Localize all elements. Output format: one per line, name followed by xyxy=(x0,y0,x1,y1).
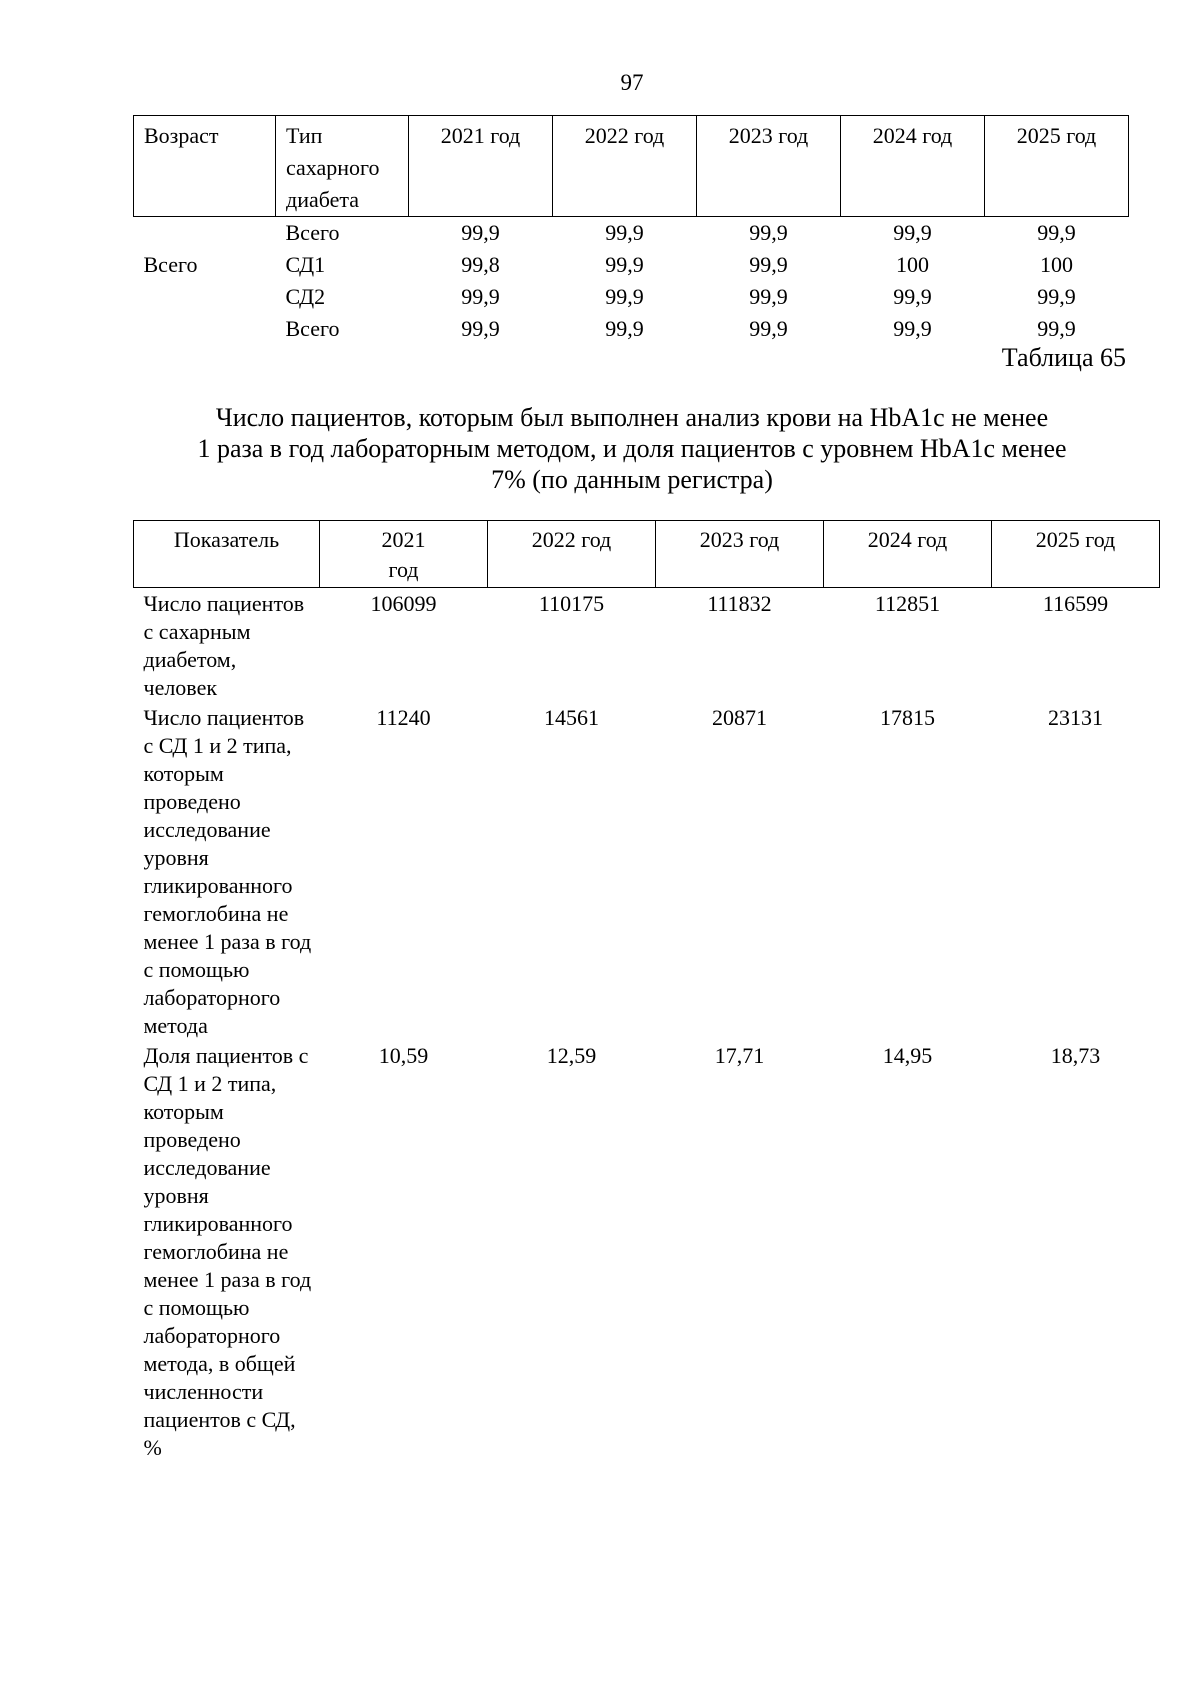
value-cell: 100 xyxy=(896,252,929,277)
header-year: 2024 год xyxy=(841,116,985,217)
header-year: 2023 год xyxy=(697,116,841,217)
value-cell: 17815 xyxy=(880,705,935,730)
table-row xyxy=(134,1040,1160,1462)
header-year: 2022 год xyxy=(553,116,697,217)
value-cell: 99,9 xyxy=(461,316,500,341)
page-number: 97 xyxy=(620,70,644,95)
indicator-cell: Число пациентов с сахарным диабетом, человек xyxy=(143,591,305,700)
table-header-row xyxy=(134,116,1129,217)
header-year: 2021 год xyxy=(320,521,488,588)
header-year: 2021 год xyxy=(409,116,553,217)
value-cell: 99,9 xyxy=(749,316,788,341)
value-cell: 99,9 xyxy=(461,284,500,309)
value-cell: 17,71 xyxy=(714,1043,765,1068)
header-year: 2025 год xyxy=(992,521,1160,588)
value-cell: 12,59 xyxy=(546,1043,597,1068)
type-cell: СД2 xyxy=(285,284,326,309)
value-cell: 99,9 xyxy=(1037,220,1076,245)
header-year: 2022 год xyxy=(488,521,656,588)
table-row xyxy=(134,281,1129,313)
caption-line: 1 раза в год лабораторным методом, и доля пациентов с уровнем HbA1c менее xyxy=(197,434,1067,463)
indicator-cell: Число пациентов с СД 1 и 2 типа, которым проведено исследование уровня гликированного гемоглобина не менее 1 раза в год с помощью лабораторного метода xyxy=(143,705,312,1038)
value-cell: 99,9 xyxy=(605,284,644,309)
value-cell: 99,9 xyxy=(893,220,932,245)
header-age: Возраст xyxy=(134,116,276,217)
table-row xyxy=(134,217,1129,250)
header-year: 2023 год xyxy=(656,521,824,588)
value-cell: 116599 xyxy=(1042,591,1109,616)
value-cell: 20871 xyxy=(712,705,767,730)
caption-line: 7% (по данным регистра) xyxy=(491,465,773,494)
table-caption xyxy=(130,402,1134,495)
header-diabetes-type: Тип сахарного диабета xyxy=(276,116,409,217)
value-cell: 99,9 xyxy=(1037,316,1076,341)
value-cell: 99,9 xyxy=(605,220,644,245)
value-cell: 99,9 xyxy=(461,220,500,245)
value-cell: 23131 xyxy=(1048,705,1103,730)
value-cell: 99,9 xyxy=(893,316,932,341)
value-cell: 14561 xyxy=(544,705,599,730)
table-row xyxy=(134,588,1160,703)
table-header-row xyxy=(134,521,1160,588)
value-cell: 99,9 xyxy=(1037,284,1076,309)
table-row xyxy=(134,313,1129,345)
value-cell: 99,9 xyxy=(749,220,788,245)
indicator-cell: Доля пациентов с СД 1 и 2 типа, которым проведено исследование уровня гликированного гемоглобина не менее 1 раза в год с помощью лабораторного метода, в общей численности пациентов с СД, % xyxy=(143,1043,312,1460)
header-indicator: Показатель xyxy=(134,521,320,588)
value-cell: 99,8 xyxy=(461,252,500,277)
table-65 xyxy=(133,520,1160,1462)
type-cell: Всего xyxy=(285,316,340,341)
empty-cell xyxy=(134,313,276,345)
value-cell: 99,9 xyxy=(605,316,644,341)
value-cell: 106099 xyxy=(370,591,437,616)
value-cell: 111832 xyxy=(707,591,772,616)
value-cell: 100 xyxy=(1040,252,1073,277)
value-cell: 10,59 xyxy=(378,1043,429,1068)
header-year: 2024 год xyxy=(824,521,992,588)
table-row xyxy=(134,249,1129,281)
value-cell: 14,95 xyxy=(882,1043,933,1068)
table-row xyxy=(134,702,1160,1040)
table-number-label: Таблица 65 xyxy=(1001,343,1126,372)
age-cell: Всего xyxy=(143,252,198,277)
value-cell: 99,9 xyxy=(749,284,788,309)
value-cell: 99,9 xyxy=(893,284,932,309)
header-year: 2025 год xyxy=(985,116,1129,217)
value-cell: 99,9 xyxy=(605,252,644,277)
caption-line: Число пациентов, которым был выполнен анализ крови на HbA1c не менее xyxy=(215,403,1049,432)
value-cell: 18,73 xyxy=(1050,1043,1101,1068)
value-cell: 110175 xyxy=(538,591,605,616)
value-cell: 99,9 xyxy=(749,252,788,277)
type-cell: СД1 xyxy=(285,252,326,277)
value-cell: 112851 xyxy=(874,591,941,616)
table-previous-continuation xyxy=(133,115,1129,345)
type-cell: Всего xyxy=(285,220,340,245)
value-cell: 11240 xyxy=(376,705,431,730)
